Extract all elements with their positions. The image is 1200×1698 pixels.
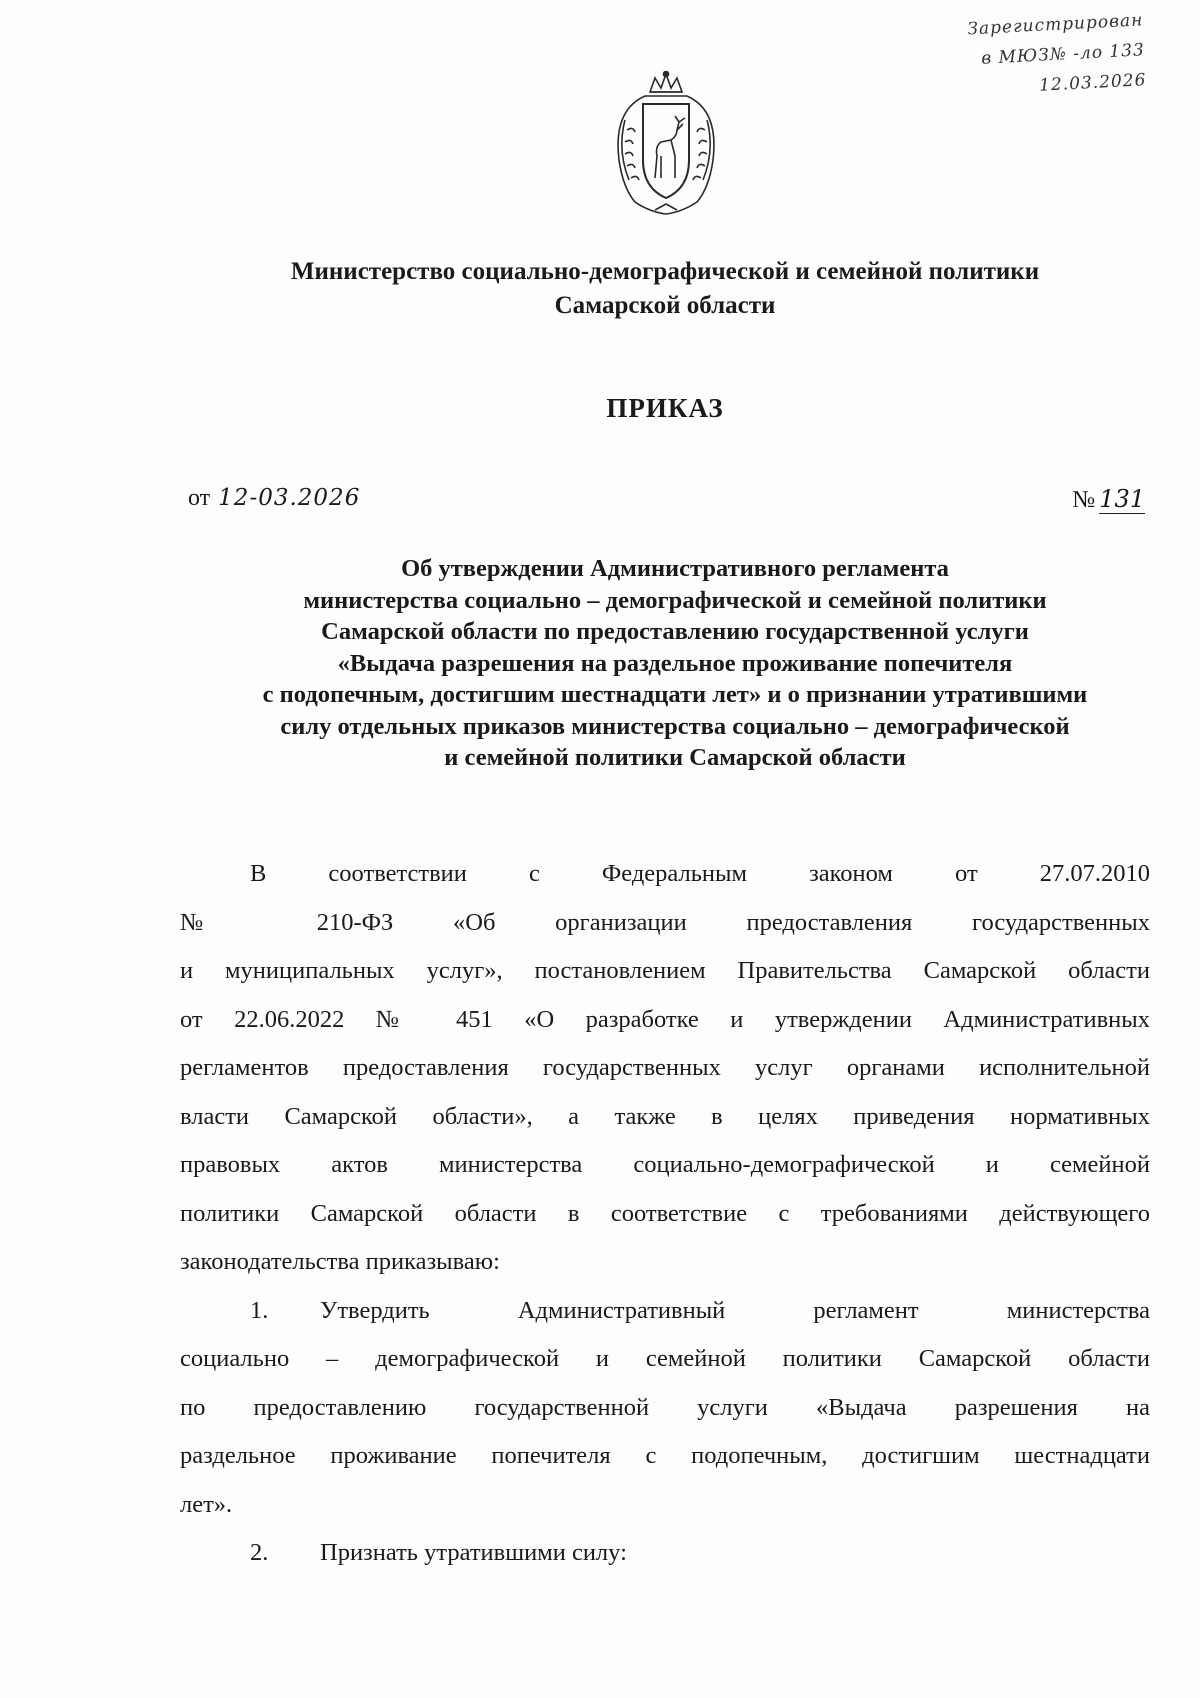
preamble-line: и муниципальных услуг», постановлением Правительства Самарской области [180, 957, 1150, 984]
registration-note-line1: Зарегистрирован [966, 10, 1144, 40]
preamble-line: от 22.06.2022 № 451 «О разработке и утверждении Административных [180, 1005, 1150, 1033]
document-number [1072, 485, 1145, 514]
title-line: с подопечным, достигшим шестнадцати лет» и о признании утратившими [262, 681, 1088, 708]
title-line: министерства социально – демографической и семейной политики [303, 586, 1047, 614]
title-line: Самарской области по предоставлению государственной услуги [321, 618, 1029, 645]
date-value: 12-03.2026 [218, 485, 361, 511]
handwritten-registration-note [883, 5, 1147, 108]
number-value: 131 [1099, 485, 1145, 513]
registration-note-line3: 12.03.2026 [1038, 70, 1147, 96]
item-1-number: 1. [250, 1296, 269, 1324]
item-1-line: по предоставлению государственной услуги «Выдача разрешения на [180, 1393, 1150, 1421]
item-2 [180, 1529, 1150, 1578]
title-line: и семейной политики Самарской области [444, 744, 906, 771]
coat-of-arms-icon [605, 70, 727, 220]
document-title [175, 553, 1175, 774]
item-1-line: лет». [180, 1490, 233, 1518]
document-date [188, 485, 360, 512]
number-prefix: № [1072, 487, 1096, 513]
preamble-line: законодательства приказываю: [180, 1248, 500, 1275]
item-1-line: Утвердить Административный регламент министерства [320, 1296, 1150, 1324]
preamble-line: В соответствии с Федеральным законом от 27.07.2010 [250, 860, 1150, 887]
preamble-line: политики Самарской области в соответствие с требованиями действующего [180, 1199, 1150, 1227]
title-line: силу отдельных приказов министерства социально – демографической [280, 712, 1070, 740]
preamble-line: № 210-ФЗ «Об организации предоставления государственных [180, 908, 1150, 936]
ministry-name-line1: Министерство социально-демографической и семейной политики [290, 258, 1040, 285]
item-2-text: Признать утратившими силу: [320, 1539, 627, 1566]
title-line: Об утверждении Административного регламента [401, 555, 949, 582]
item-2-number: 2. [250, 1539, 269, 1566]
ministry-name-line2: Самарской области [554, 292, 776, 319]
item-1 [180, 1287, 1150, 1336]
preamble-line: власти Самарской области», а также в целях приведения нормативных [180, 1102, 1150, 1130]
date-prefix: от [188, 485, 211, 511]
ministry-name [120, 255, 1200, 323]
title-line: «Выдача разрешения на раздельное проживание попечителя [337, 649, 1013, 677]
document-body [180, 850, 1150, 1578]
registration-note-line2: в МЮЗ№ -ло 133 [980, 40, 1146, 69]
preamble-line: правовых актов министерства социально-демографической и семейной [180, 1151, 1150, 1178]
item-1-line: раздельное проживание попечителя с подопечным, достигшим шестнадцати [180, 1442, 1150, 1469]
preamble-line: регламентов предоставления государственных услуг органами исполнительной [180, 1054, 1150, 1081]
document-type: ПРИКАЗ [606, 393, 724, 423]
item-1-line: социально – демографической и семейной политики Самарской области [180, 1345, 1150, 1372]
